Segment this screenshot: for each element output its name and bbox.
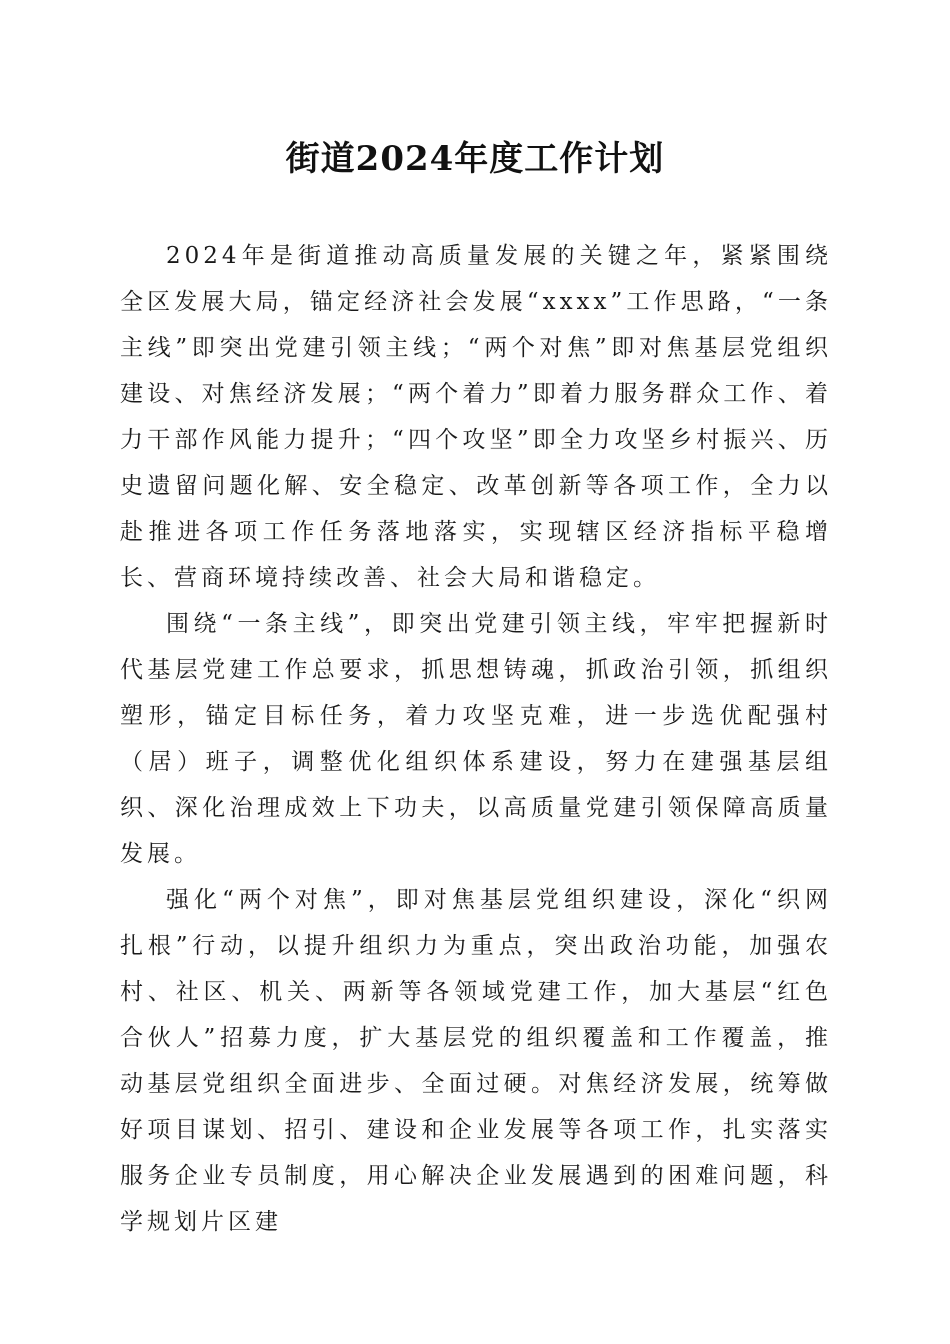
- paragraph-two-focus: 强化“两个对焦”，即对焦基层党组织建设，深化“织网扎根”行动，以提升组织力为重点，突出政治功能，加强农村、社区、机关、两新等各领域党建工作，加大基层“红色合伙人”招募力度，扩大基层党的组织覆盖和工作覆盖，推动基层党组织全面进步、全面过硬。对焦经济发展，统筹做好项目谋划、招引、建设和企业发展等各项工作，扎实落实服务企业专员制度，用心解决企业发展遇到的困难问题，科学规划片区建: [120, 887, 832, 1235]
- document-title: 街道2024年度工作计划: [285, 139, 665, 179]
- paragraph-intro: 2024年是街道推动高质量发展的关键之年，紧紧围绕全区发展大局，锚定经济社会发展“xxxx”工作思路，“一条主线”即突出党建引领主线；“两个对焦”即对焦基层党组织建设、对焦经济发展；“两个着力”即着力服务群众工作、着力干部作风能力提升；“四个攻坚”即全力攻坚乡村振兴、历史遗留问题化解、安全稳定、改革创新等各项工作，全力以赴推进各项工作任务落地落实，实现辖区经济指标平稳增长、营商环境持续改善、社会大局和谐稳定。: [120, 243, 832, 591]
- document-body: [120, 233, 832, 1245]
- paragraph-main-line: 围绕“一条主线”，即突出党建引领主线，牢牢把握新时代基层党建工作总要求，抓思想铸魂，抓政治引领，抓组织塑形，锚定目标任务，着力攻坚克难，进一步选优配强村（居）班子，调整优化组织体系建设，努力在建强基层组织、深化治理成效上下功夫，以高质量党建引领保障高质量发展。: [120, 611, 832, 867]
